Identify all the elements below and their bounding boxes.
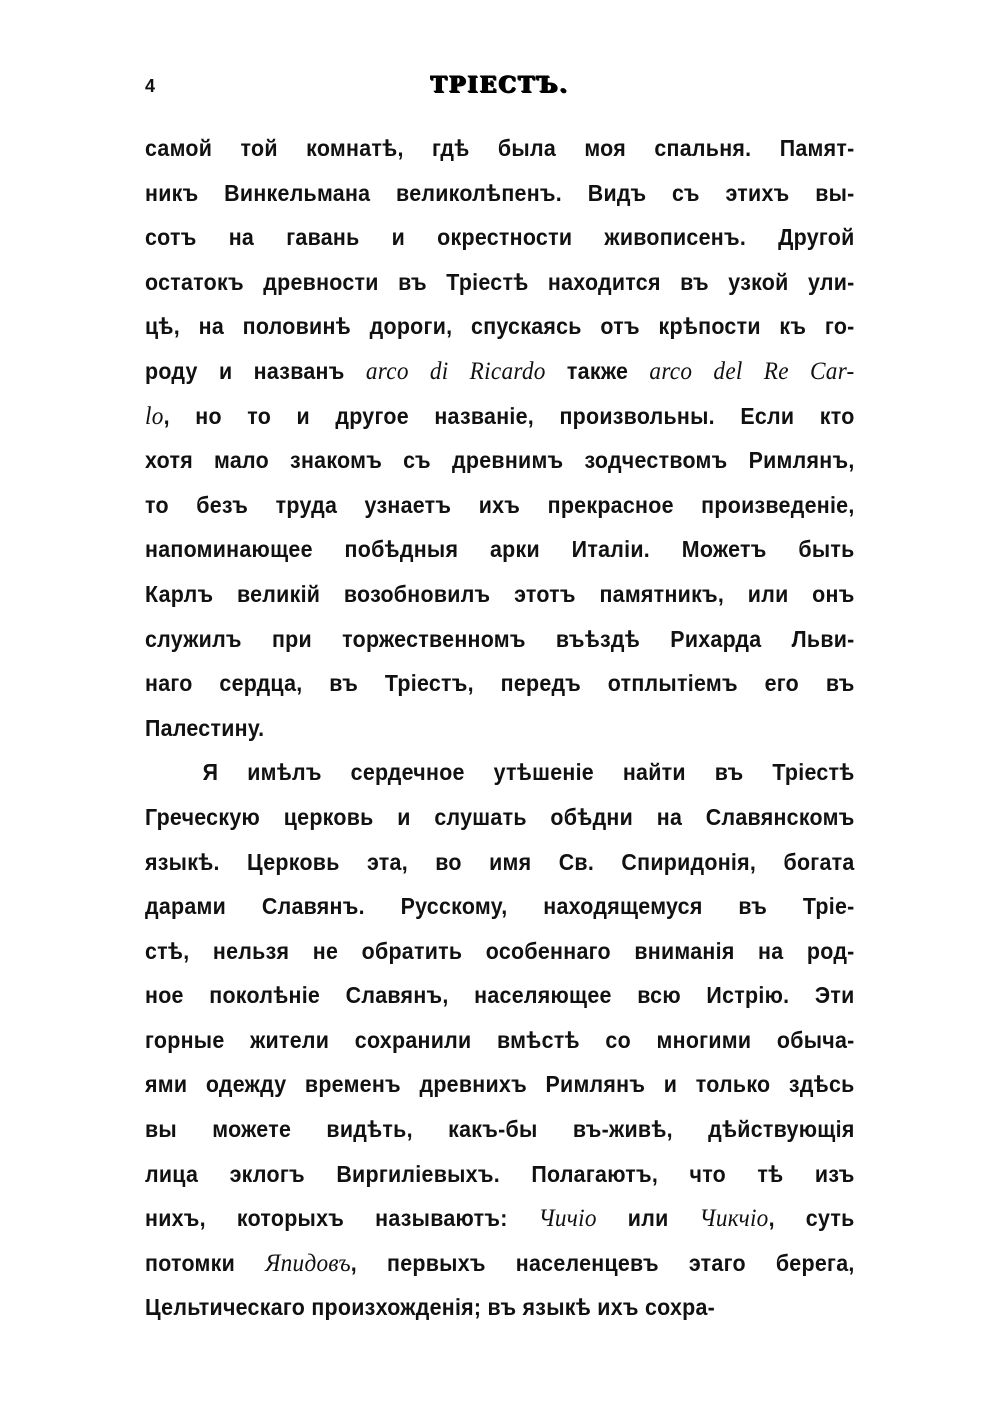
text-line: [145, 1152, 855, 1197]
text-run: Греческую церковь и слушать обѣдни на Славянскомъ: [145, 803, 855, 830]
text-line: [145, 215, 855, 260]
text-line: [145, 572, 855, 617]
text-run: также: [545, 357, 650, 384]
italic-term: Япидовъ: [265, 1249, 351, 1277]
text-line: [145, 1285, 855, 1330]
text-run: вы можете видѣть, какъ-бы въ-живѣ, дѣйствующія: [145, 1116, 855, 1143]
text-line: [145, 884, 855, 929]
text-line: [145, 438, 855, 483]
text-run: , суть: [768, 1205, 855, 1232]
text-run: то безъ труда узнаетъ ихъ прекрасное произведеніе,: [145, 491, 855, 518]
text-line: [145, 483, 855, 528]
text-line: [145, 304, 855, 349]
text-run: или: [596, 1205, 700, 1232]
italic-term: lo: [145, 402, 164, 430]
text-line: [145, 1018, 855, 1063]
text-line: [145, 126, 855, 171]
text-line: [145, 706, 855, 751]
text-line: [145, 260, 855, 305]
text-run: нихъ, которыхъ называютъ:: [145, 1205, 539, 1232]
text-run: Я имѣлъ сердечное утѣшеніе найти въ Тріестѣ: [202, 759, 855, 786]
text-line: [145, 840, 855, 885]
text-line: [145, 617, 855, 662]
text-line: [145, 171, 855, 216]
text-run: горные жители сохранили вмѣстѣ со многими обыча-: [145, 1026, 855, 1053]
text-run: напоминающее побѣдныя арки Италіи. Можетъ быть: [145, 536, 855, 563]
text-run: сотъ на гавань и окрестности живописенъ. Другой: [145, 224, 855, 251]
text-run: дарами Славянъ. Русскому, находящемуся въ Тріе-: [145, 893, 855, 920]
text-line: [145, 527, 855, 572]
paragraph: [145, 750, 855, 1330]
text-run: никъ Винкельмана великолѣпенъ. Видъ съ этихъ вы-: [145, 179, 855, 206]
text-run: Палестину.: [145, 714, 265, 741]
text-line: [145, 1241, 855, 1286]
book-page: [145, 70, 855, 1330]
text-run: остатокъ древности въ Тріестѣ находится въ узкой ули-: [145, 268, 855, 295]
text-run: Карлъ великій возобновилъ этотъ памятникъ, или онъ: [145, 580, 855, 607]
text-run: ное поколѣніе Славянъ, населяющее всю Истрію. Эти: [145, 982, 855, 1009]
text-run: наго сердца, въ Тріестъ, передъ отплытіемъ его въ: [145, 670, 855, 697]
text-line: [145, 973, 855, 1018]
running-title: ТРІЕСТЪ.: [430, 72, 570, 98]
running-head: [145, 70, 855, 106]
text-run: , но то и другое названіе, произвольны. Если кто: [163, 402, 855, 429]
text-run: роду и названъ: [145, 357, 366, 384]
italic-term: arco del Re Car-: [649, 357, 855, 385]
italic-term: arco di Ricardo: [365, 357, 546, 385]
text-run: хотя мало знакомъ съ древнимъ зодчествомъ Римлянъ,: [145, 447, 855, 474]
text-line: [145, 349, 855, 394]
text-run: стѣ, нельзя не обратить особеннаго вниманія на род-: [145, 937, 855, 964]
text-run: лица эклогъ Виргиліевыхъ. Полагаютъ, что тѣ изъ: [145, 1160, 855, 1187]
text-line: [145, 661, 855, 706]
text-run: цѣ, на половинѣ дороги, спускаясь отъ крѣпости къ го-: [145, 313, 855, 340]
text-line: [145, 750, 855, 795]
text-run: Цельтическаго произхожденія; въ языкѣ ихъ сохра-: [145, 1294, 716, 1321]
text-line: [145, 1062, 855, 1107]
text-run: самой той комнатѣ, гдѣ была моя спальня. Памят-: [145, 135, 855, 161]
text-line: [145, 1107, 855, 1152]
italic-term: Чикчіо: [699, 1205, 769, 1233]
text-line: [145, 394, 855, 439]
text-run: потомки: [145, 1249, 266, 1276]
text-line: [145, 1196, 855, 1241]
paragraph: [145, 126, 855, 750]
text-run: , первыхъ населенцевъ этаго берега,: [350, 1249, 855, 1276]
italic-term: Чичіо: [538, 1205, 597, 1233]
body-text: [145, 126, 855, 1330]
text-run: языкѣ. Церковь эта, во имя Св. Спиридонія, богата: [145, 848, 855, 875]
text-line: [145, 929, 855, 974]
text-run: служилъ при торжественномъ въѣздѣ Рихарда Льви-: [145, 625, 855, 652]
text-line: [145, 795, 855, 840]
page-number: 4: [145, 76, 156, 96]
text-run: ями одежду временъ древнихъ Римлянъ и только здѣсь: [145, 1071, 855, 1098]
